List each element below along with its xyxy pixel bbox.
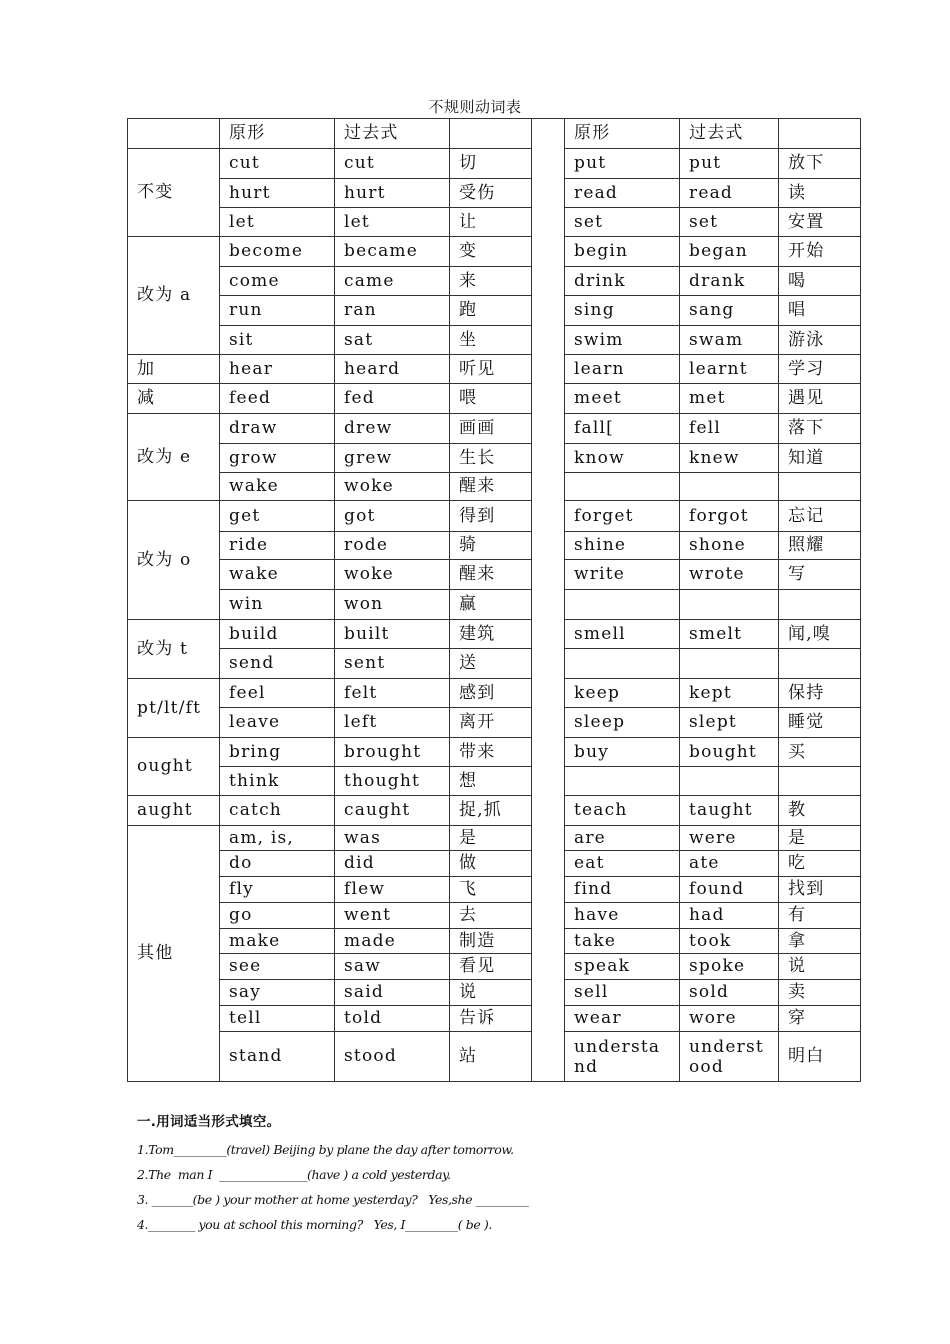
base-form-cell: swim [565,326,680,355]
exercise-section [137,1110,857,1239]
base-form-cell: sit [220,326,335,355]
past-tense-cell: took [680,929,779,954]
table-row [128,149,861,179]
meaning-cell: 送 [450,649,532,679]
past-tense-cell: built [335,620,450,649]
meaning-cell: 喝 [779,267,861,296]
table-row [128,384,861,414]
past-tense-cell: brought [335,738,450,767]
meaning-cell [779,767,861,796]
meaning-cell: 来 [450,267,532,296]
meaning-cell: 知道 [779,444,861,473]
category-label: 不变 [128,149,220,237]
table-row [128,649,861,679]
meaning-cell: 带来 [450,738,532,767]
meaning-cell: 听见 [450,355,532,384]
base-form-cell: am, is, [220,826,335,851]
meaning-cell: 告诉 [450,1006,532,1032]
base-form-cell: wake [220,560,335,590]
base-form-cell: forget [565,501,680,532]
base-form-cell: stand [220,1032,335,1082]
meaning-cell: 离开 [450,708,532,738]
table-row [128,796,861,826]
past-tense-cell: drank [680,267,779,296]
meaning-cell: 醒来 [450,560,532,590]
base-form-cell: think [220,767,335,796]
past-tense-cell: wrote [680,560,779,590]
header-past-tense: 过去式 [335,119,450,149]
meaning-cell: 跑 [450,296,532,326]
base-form-cell: drink [565,267,680,296]
past-tense-cell: slept [680,708,779,738]
past-tense-cell: got [335,501,450,532]
table-row [128,208,861,237]
meaning-cell: 是 [450,826,532,851]
meaning-cell: 忘记 [779,501,861,532]
meaning-cell: 睡觉 [779,708,861,738]
past-tense-cell: sang [680,296,779,326]
base-form-cell: leave [220,708,335,738]
meaning-cell: 安置 [779,208,861,237]
meaning-cell: 骑 [450,532,532,560]
category-label: ought [128,738,220,796]
base-form-cell: catch [220,796,335,826]
past-tense-cell: forgot [680,501,779,532]
base-form-cell: draw [220,414,335,444]
meaning-cell: 喂 [450,384,532,414]
table-row [128,679,861,708]
meaning-cell: 放下 [779,149,861,179]
meaning-cell: 读 [779,179,861,208]
meaning-cell: 感到 [450,679,532,708]
meaning-cell: 受伤 [450,179,532,208]
table-row [128,237,861,267]
base-form-cell: have [565,903,680,929]
exercise-heading: 一.用词适当形式填空。 [137,1114,281,1130]
past-tense-cell: put [680,149,779,179]
base-form-cell [565,590,680,620]
base-form-cell [565,473,680,501]
past-tense-cell: saw [335,954,450,980]
past-tense-cell: taught [680,796,779,826]
past-tense-cell: read [680,179,779,208]
base-form-cell: begin [565,237,680,267]
past-tense-cell: let [335,208,450,237]
meaning-cell: 是 [779,826,861,851]
meaning-cell: 拿 [779,929,861,954]
table-row [128,1006,861,1032]
table-row [128,267,861,296]
table-row [128,532,861,560]
past-tense-cell: flew [335,877,450,903]
meaning-cell: 赢 [450,590,532,620]
base-form-cell: win [220,590,335,620]
past-tense-cell: cut [335,149,450,179]
past-tense-cell: went [335,903,450,929]
meaning-cell: 写 [779,560,861,590]
past-tense-cell: heard [335,355,450,384]
header-past-tense: 过去式 [680,119,779,149]
base-form-cell: do [220,851,335,877]
base-form-cell: feel [220,679,335,708]
past-tense-cell: met [680,384,779,414]
page-title: 不规则动词表 [428,98,522,116]
base-form-cell: get [220,501,335,532]
past-tense-cell: thought [335,767,450,796]
past-tense-cell: stood [335,1032,450,1082]
exercise-item: 1.Tom_________(travel) Beijing by plane the day after tomorrow. [137,1142,514,1157]
meaning-cell: 建筑 [450,620,532,649]
meaning-cell: 吃 [779,851,861,877]
past-tense-cell: felt [335,679,450,708]
past-tense-cell: ate [680,851,779,877]
past-tense-cell: sat [335,326,450,355]
meaning-cell: 卖 [779,980,861,1006]
base-form-cell: buy [565,738,680,767]
base-form-cell: find [565,877,680,903]
base-form-cell: grow [220,444,335,473]
base-form-cell: tell [220,1006,335,1032]
past-tense-cell [680,767,779,796]
base-form-cell: shine [565,532,680,560]
table-row [128,877,861,903]
base-form-cell: become [220,237,335,267]
meaning-cell: 说 [450,980,532,1006]
table-row [128,738,861,767]
meaning-cell: 照耀 [779,532,861,560]
base-form-cell: fly [220,877,335,903]
header-row [128,119,861,149]
table-row [128,903,861,929]
past-tense-cell: came [335,267,450,296]
past-tense-cell: began [680,237,779,267]
past-tense-cell: found [680,877,779,903]
meaning-cell: 闻,嗅 [779,620,861,649]
meaning-cell: 学习 [779,355,861,384]
past-tense-cell: fed [335,384,450,414]
category-label: 改为 e [128,414,220,501]
meaning-cell: 有 [779,903,861,929]
column-divider [532,119,565,1082]
past-tense-cell: grew [335,444,450,473]
past-tense-cell: was [335,826,450,851]
meaning-cell: 教 [779,796,861,826]
base-form-cell: see [220,954,335,980]
meaning-cell: 制造 [450,929,532,954]
base-form-cell: sleep [565,708,680,738]
meaning-cell: 变 [450,237,532,267]
meaning-cell: 得到 [450,501,532,532]
base-form-cell: set [565,208,680,237]
meaning-cell: 飞 [450,877,532,903]
base-form-cell: let [220,208,335,237]
base-form-cell [565,649,680,679]
header-base-form: 原形 [220,119,335,149]
table-row [128,444,861,473]
past-tense-cell [680,649,779,679]
past-tense-cell: spoke [680,954,779,980]
past-tense-cell: ran [335,296,450,326]
past-tense-cell: sold [680,980,779,1006]
past-tense-cell: smelt [680,620,779,649]
past-tense-cell: were [680,826,779,851]
meaning-cell: 坐 [450,326,532,355]
table-row [128,851,861,877]
meaning-cell: 让 [450,208,532,237]
base-form-cell: sing [565,296,680,326]
meaning-cell: 找到 [779,877,861,903]
header-meaning [450,119,532,149]
base-form-cell: bring [220,738,335,767]
past-tense-cell: told [335,1006,450,1032]
meaning-cell [779,473,861,501]
exercise-item: 3. _______(be ) your mother at home yesterday? Yes,she _________ [137,1192,529,1207]
category-label: 加 [128,355,220,384]
meaning-cell: 画画 [450,414,532,444]
category-label: 改为 a [128,237,220,355]
meaning-cell: 生长 [450,444,532,473]
past-tense-cell: knew [680,444,779,473]
base-form-cell: read [565,179,680,208]
past-tense-cell: became [335,237,450,267]
exercise-item: 2.The man I _______________(have ) a cold yesterday. [137,1167,451,1182]
meaning-cell [779,649,861,679]
base-form-cell: eat [565,851,680,877]
meaning-cell: 明白 [779,1032,861,1082]
category-label: aught [128,796,220,826]
table-row [128,590,861,620]
base-form-cell: take [565,929,680,954]
base-form-cell: wake [220,473,335,501]
meaning-cell: 去 [450,903,532,929]
base-form-cell: fall[ [565,414,680,444]
base-form-cell: cut [220,149,335,179]
table-row [128,560,861,590]
past-tense-cell: said [335,980,450,1006]
table-row [128,620,861,649]
table-row [128,826,861,851]
meaning-cell: 切 [450,149,532,179]
base-form-cell: teach [565,796,680,826]
past-tense-cell: hurt [335,179,450,208]
meaning-cell: 捉,抓 [450,796,532,826]
base-form-cell: wear [565,1006,680,1032]
base-form-cell: smell [565,620,680,649]
base-form-cell: ride [220,532,335,560]
category-label: 改为 t [128,620,220,679]
base-form-cell: understand [565,1032,680,1082]
base-form-cell [565,767,680,796]
meaning-cell: 说 [779,954,861,980]
base-form-cell: run [220,296,335,326]
table-row [128,708,861,738]
base-form-cell: hurt [220,179,335,208]
past-tense-cell: fell [680,414,779,444]
meaning-cell: 唱 [779,296,861,326]
base-form-cell: go [220,903,335,929]
past-tense-cell [680,590,779,620]
meaning-cell: 开始 [779,237,861,267]
header-base-form: 原形 [565,119,680,149]
meaning-cell: 想 [450,767,532,796]
meaning-cell: 站 [450,1032,532,1082]
meaning-cell: 落下 [779,414,861,444]
table-row [128,501,861,532]
past-tense-cell: drew [335,414,450,444]
meaning-cell: 醒来 [450,473,532,501]
past-tense-cell: kept [680,679,779,708]
table-row [128,355,861,384]
past-tense-cell: woke [335,560,450,590]
past-tense-cell: rode [335,532,450,560]
table-row [128,980,861,1006]
table-row [128,414,861,444]
base-form-cell: meet [565,384,680,414]
table-row [128,326,861,355]
base-form-cell: make [220,929,335,954]
base-form-cell: come [220,267,335,296]
past-tense-cell: wore [680,1006,779,1032]
irregular-verb-table [127,118,861,1082]
meaning-cell: 做 [450,851,532,877]
header-meaning [779,119,861,149]
past-tense-cell: set [680,208,779,237]
past-tense-cell: caught [335,796,450,826]
meaning-cell: 保持 [779,679,861,708]
past-tense-cell: sent [335,649,450,679]
category-header-cell [128,119,220,149]
base-form-cell: know [565,444,680,473]
base-form-cell: feed [220,384,335,414]
exercise-item: 4.________ you at school this morning? Yes, I_________( be ). [137,1217,492,1232]
past-tense-cell: won [335,590,450,620]
meaning-cell: 看见 [450,954,532,980]
table-row [128,954,861,980]
base-form-cell: say [220,980,335,1006]
meaning-cell: 穿 [779,1006,861,1032]
past-tense-cell: woke [335,473,450,501]
base-form-cell: learn [565,355,680,384]
past-tense-cell: shone [680,532,779,560]
category-label: 其他 [128,826,220,1082]
base-form-cell: keep [565,679,680,708]
base-form-cell: sell [565,980,680,1006]
past-tense-cell: left [335,708,450,738]
base-form-cell: put [565,149,680,179]
meaning-cell [779,590,861,620]
past-tense-cell: understood [680,1032,779,1082]
category-label: 改为 o [128,501,220,620]
base-form-cell: speak [565,954,680,980]
table-row [128,767,861,796]
base-form-cell: send [220,649,335,679]
table-row [128,179,861,208]
meaning-cell: 游泳 [779,326,861,355]
meaning-cell: 买 [779,738,861,767]
table-row [128,296,861,326]
base-form-cell: build [220,620,335,649]
base-form-cell: are [565,826,680,851]
past-tense-cell: had [680,903,779,929]
past-tense-cell: did [335,851,450,877]
past-tense-cell: swam [680,326,779,355]
table-row [128,1032,861,1082]
past-tense-cell: bought [680,738,779,767]
category-label: pt/lt/ft [128,679,220,738]
meaning-cell: 遇见 [779,384,861,414]
base-form-cell: hear [220,355,335,384]
past-tense-cell [680,473,779,501]
category-label: 减 [128,384,220,414]
past-tense-cell: learnt [680,355,779,384]
past-tense-cell: made [335,929,450,954]
table-row [128,929,861,954]
base-form-cell: write [565,560,680,590]
table-row [128,473,861,501]
